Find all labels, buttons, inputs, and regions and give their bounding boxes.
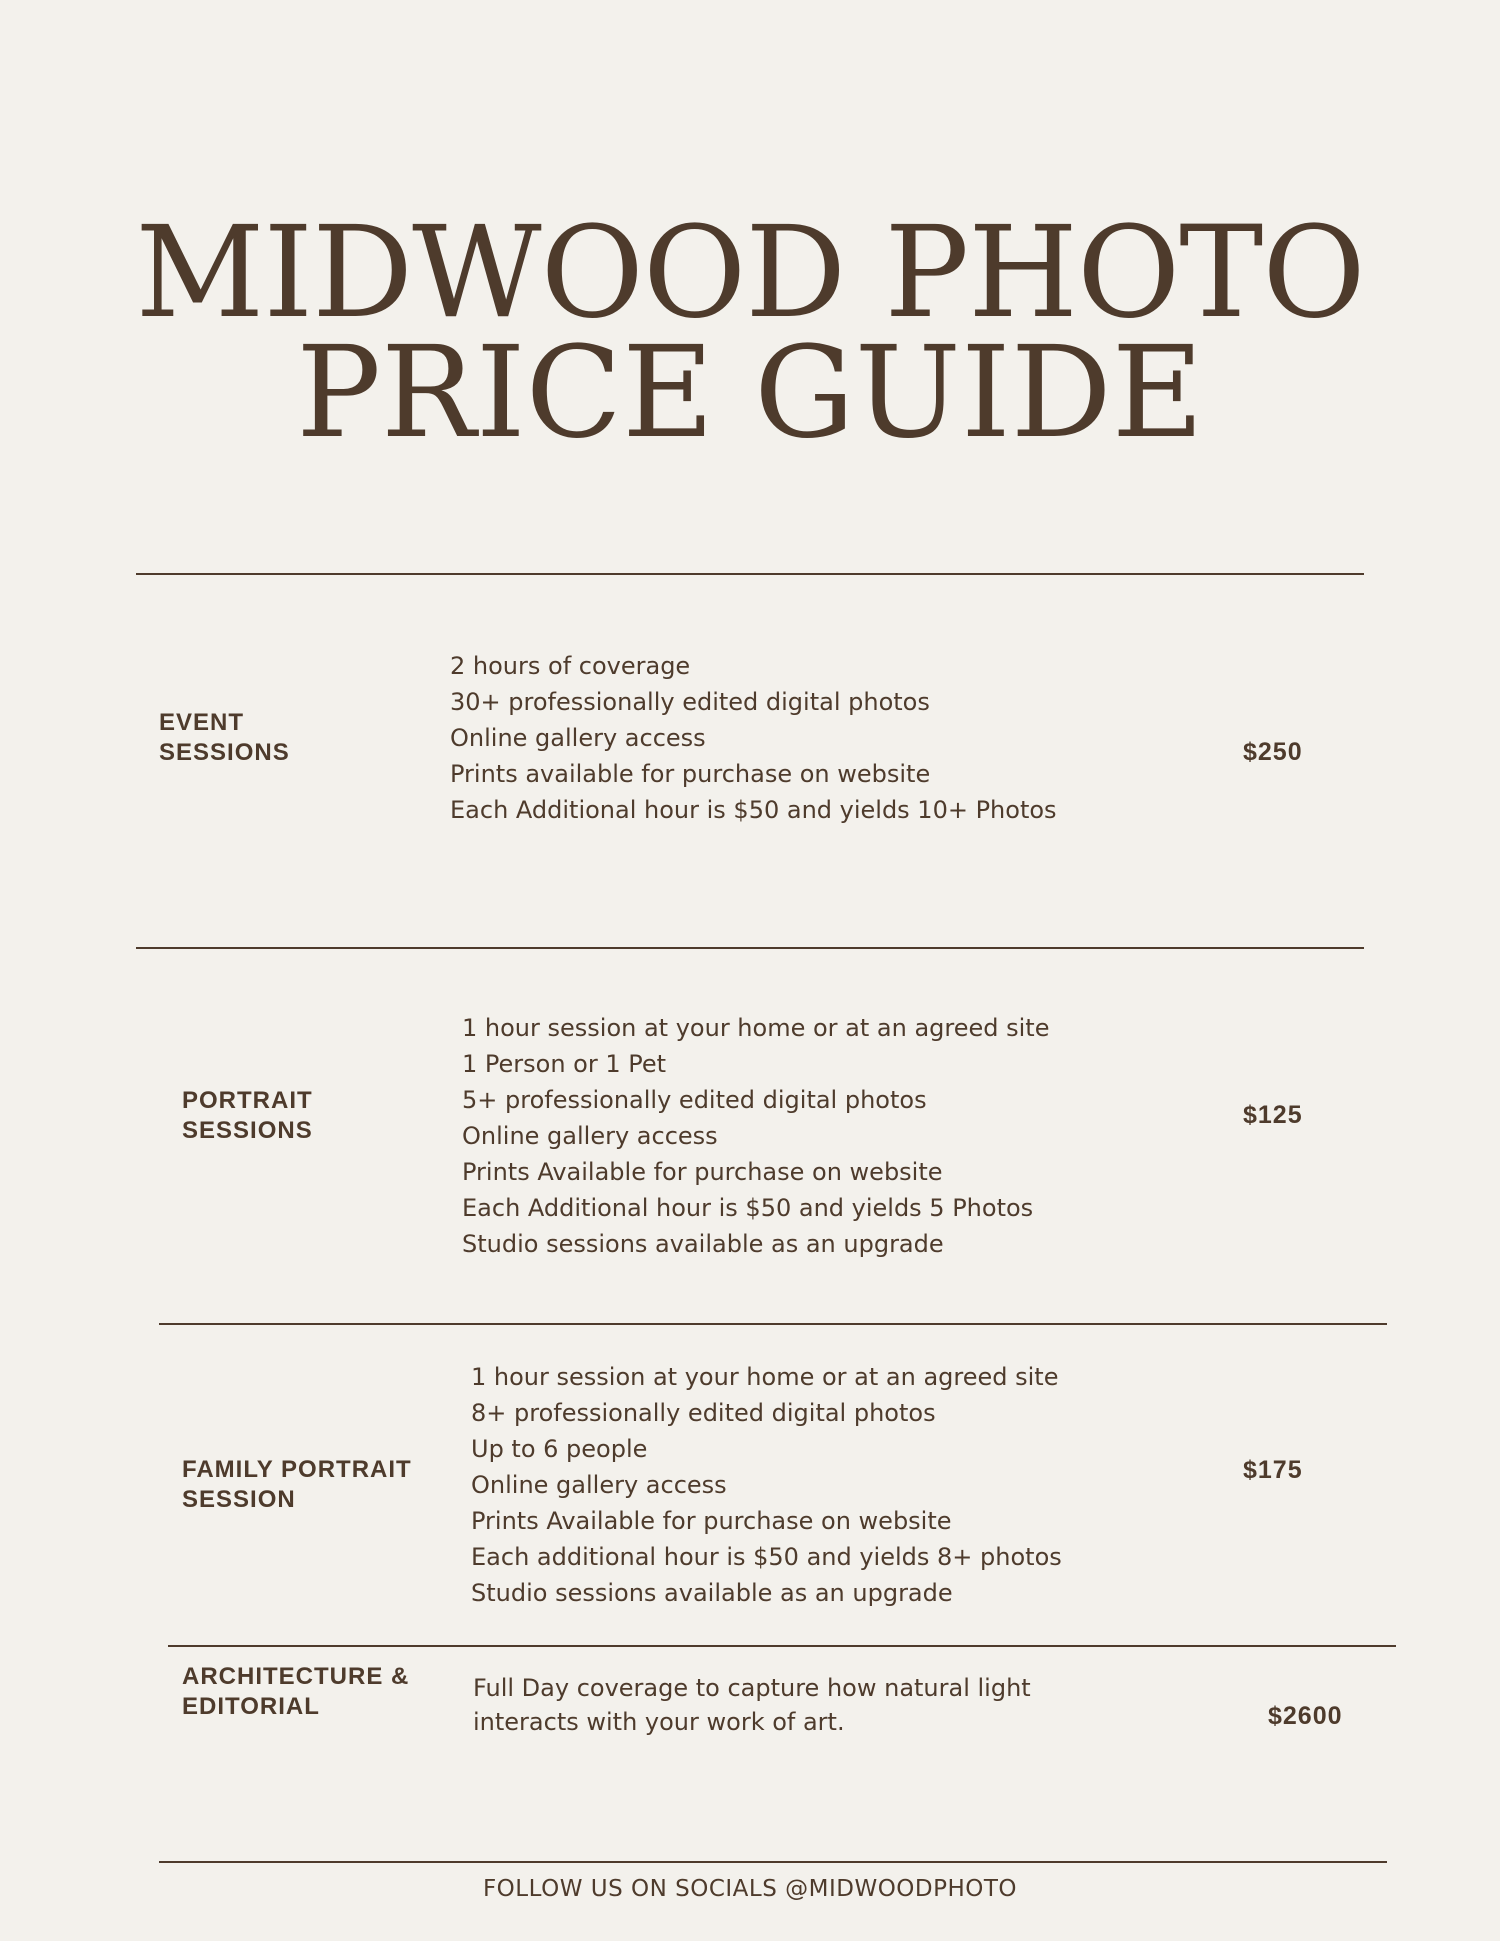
package-price-family: $175 — [1243, 1456, 1303, 1484]
list-item: 8+ professionally edited digital photos — [471, 1399, 936, 1427]
package-features-portrait — [462, 1010, 1049, 1262]
list-item: Each Additional hour is $50 and yields 10+ Photos — [450, 796, 1057, 824]
list-item: 2 hours of coverage — [450, 652, 691, 680]
list-item: Online gallery access — [450, 724, 706, 752]
list-item: 1 hour session at your home or at an agreed site — [471, 1363, 1059, 1391]
list-item: 30+ professionally edited digital photos — [450, 688, 930, 716]
footer-socials: FOLLOW US ON SOCIALS @MIDWOODPHOTO — [482, 1876, 1018, 1902]
divider-event-portrait — [136, 947, 1364, 949]
package-name-event: EVENT SESSIONS — [159, 709, 290, 766]
list-item: Studio sessions available as an upgrade — [471, 1579, 953, 1607]
package-name-family: FAMILY PORTRAIT SESSION — [182, 1456, 412, 1513]
divider-portrait-family — [159, 1323, 1387, 1325]
page-title-line-2: PRICE GUIDE — [296, 319, 1204, 466]
package-features-event — [450, 648, 1057, 828]
list-item: Prints Available for purchase on website — [462, 1158, 943, 1186]
package-description-architecture: Full Day coverage to capture how natural light interacts with your work of art. — [473, 1674, 1031, 1736]
list-item: Prints Available for purchase on website — [471, 1507, 952, 1535]
list-item: Online gallery access — [471, 1471, 727, 1499]
package-price-portrait: $125 — [1243, 1101, 1303, 1129]
divider-family-architecture — [168, 1645, 1396, 1647]
list-item: Online gallery access — [462, 1122, 718, 1150]
list-item: Studio sessions available as an upgrade — [462, 1230, 944, 1258]
divider-bottom — [159, 1861, 1387, 1863]
list-item: 1 hour session at your home or at an agreed site — [462, 1014, 1050, 1042]
list-item: Each additional hour is $50 and yields 8+ photos — [471, 1543, 1062, 1571]
package-price-event: $250 — [1243, 738, 1303, 766]
list-item: Each Additional hour is $50 and yields 5 Photos — [462, 1194, 1034, 1222]
package-name-portrait: PORTRAIT SESSIONS — [182, 1087, 313, 1144]
list-item: Prints available for purchase on website — [450, 760, 931, 788]
package-name-architecture: ARCHITECTURE & EDITORIAL — [182, 1663, 410, 1720]
package-price-architecture: $2600 — [1268, 1702, 1343, 1730]
divider-top — [136, 573, 1364, 575]
list-item: 5+ professionally edited digital photos — [462, 1086, 927, 1114]
list-item: 1 Person or 1 Pet — [462, 1050, 667, 1078]
package-features-family — [471, 1359, 1062, 1611]
page-title-line-1: MIDWOOD PHOTO — [135, 199, 1365, 346]
list-item: Up to 6 people — [471, 1435, 648, 1463]
